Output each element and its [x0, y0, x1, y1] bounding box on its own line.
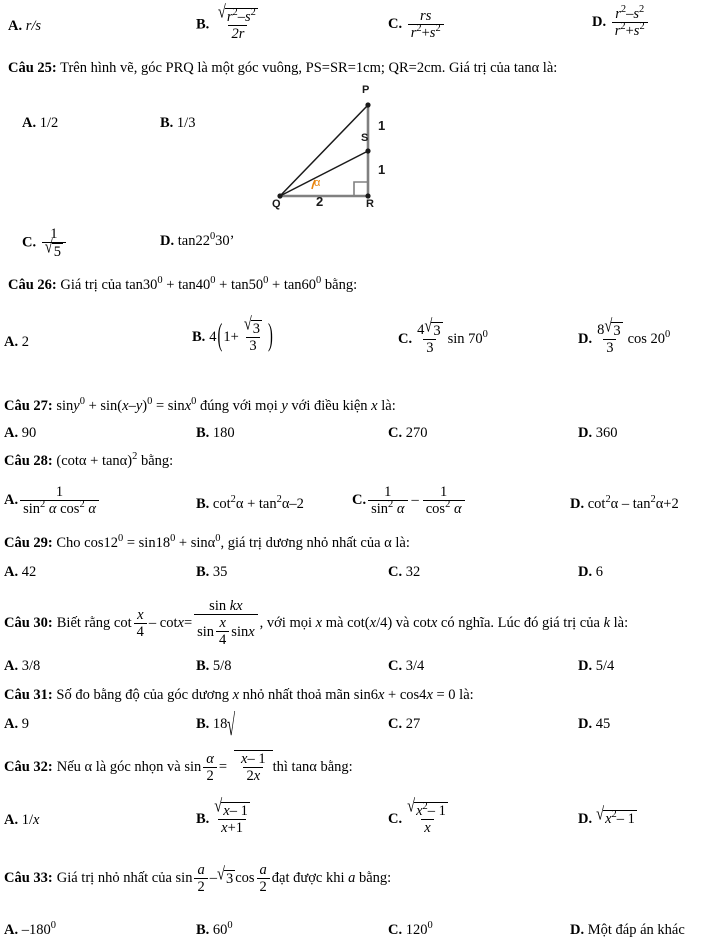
q25-option-b-text: 1/3	[176, 115, 196, 131]
q29-question	[4, 535, 704, 552]
q27-option-b-text: 180	[212, 425, 235, 441]
q30-option-d-letter: D.	[578, 658, 593, 674]
q28-option-b[interactable]	[196, 496, 304, 513]
q28-option-c-fraction-1	[368, 484, 407, 517]
q28-option-b-letter: B.	[196, 496, 210, 512]
q31-option-c-letter: C.	[388, 716, 403, 732]
q29-option-b-letter: B.	[196, 564, 210, 580]
sqrt-icon: √ x– 1	[214, 796, 248, 820]
q31-option-d[interactable]	[578, 716, 610, 733]
q24-option-b-denominator: 2r	[228, 25, 247, 42]
sqrt-icon: √ $\frac{x- 1}{2x}$	[227, 750, 273, 784]
q27-option-b[interactable]	[196, 425, 235, 442]
q28-option-c-den-1: $\sin^2 \alpha$	[368, 500, 407, 517]
q32-option-c-fraction	[404, 796, 451, 837]
q32-option-a-letter: A.	[4, 812, 19, 828]
q32-rad-num: x– 1	[241, 751, 266, 767]
q25-option-c-letter: C.	[22, 234, 37, 251]
q31-option-b-letter: B.	[196, 716, 210, 732]
q30-rhs-inner-den: 4	[216, 631, 229, 648]
q25-option-c-fraction	[42, 226, 66, 261]
q25-option-c[interactable]	[22, 226, 68, 261]
q29-option-d[interactable]	[578, 564, 603, 581]
q26-option-d-numerator: 8 √ 3	[597, 316, 621, 340]
angle-label-alpha: α	[314, 177, 321, 189]
paren-group	[217, 314, 274, 355]
q30-rhs-den: sin $\frac{x}{4}$ sin x	[194, 614, 258, 648]
q31-option-c-text: 27	[405, 716, 421, 732]
q24-option-a[interactable]	[8, 18, 41, 35]
q32-lhs-num: α	[206, 750, 214, 767]
q24-option-b-letter: B.	[196, 16, 210, 33]
q30-lhs-fraction	[134, 607, 147, 640]
q33-option-d[interactable]	[570, 922, 685, 939]
q33-f1-num: a	[197, 862, 205, 878]
q28-option-d-text: $\cot^2\alpha - \tan^2\alpha+2$	[587, 494, 679, 512]
q28-option-a-fraction	[20, 484, 99, 517]
q31-option-d-text: 45	[595, 716, 611, 732]
q32-option-a[interactable]	[4, 812, 39, 829]
q26-option-b[interactable]	[192, 314, 274, 355]
q30-number: Câu 30:	[4, 614, 53, 631]
q26-option-a-letter: A.	[4, 334, 19, 350]
q29-option-d-text: 6	[595, 564, 603, 580]
q33-option-d-text: Một đáp án khác	[587, 922, 685, 938]
q27-option-b-letter: B.	[196, 425, 210, 441]
vertex-label-S: S	[361, 132, 369, 144]
q26-option-b-numerator	[241, 314, 265, 338]
q33-option-b-letter: B.	[196, 922, 210, 938]
vertex-S-dot	[365, 148, 370, 153]
q24-option-b-numerator	[215, 2, 261, 26]
sqrt-icon: √ 3	[243, 314, 261, 338]
q33-option-c[interactable]	[388, 922, 433, 939]
q26-option-b-denominator: 3	[246, 337, 259, 354]
q33-option-a-text: $-180^0$	[21, 920, 56, 938]
q26-option-d-denominator: 3	[603, 339, 616, 356]
q25-option-a[interactable]	[22, 115, 58, 132]
q33-option-d-letter: D.	[570, 922, 585, 938]
q26-option-d-trailing: $\cos 20^0$	[627, 328, 671, 347]
q25-option-a-letter: A.	[22, 115, 37, 131]
q26-option-a-text: 2	[21, 334, 29, 350]
q24-option-b[interactable]	[196, 2, 263, 43]
q32-rad-den: 2x	[243, 767, 263, 784]
right-triangle-PQR-svg	[258, 86, 408, 211]
q26-option-d-fraction	[594, 316, 625, 357]
q26-number: Câu 26:	[8, 277, 57, 293]
q32-option-b-num	[211, 796, 253, 820]
q25-option-b[interactable]	[160, 115, 195, 132]
q29-text: Cho $\cos 12^0 = \sin 18^0 + \sin\alpha^0$, giá trị dương nhỏ nhất của α là:	[56, 533, 410, 551]
q29-option-c-letter: C.	[388, 564, 403, 580]
q32-option-b-letter: B.	[196, 810, 210, 827]
q28-option-c-minus: –	[411, 492, 419, 509]
q29-number: Câu 29:	[4, 535, 53, 551]
right-angle-marker	[354, 182, 368, 196]
q31-option-b[interactable]	[196, 716, 227, 733]
q28-option-a-denominator: $\sin^2 \alpha$ $\cos^2 \alpha$	[20, 500, 99, 517]
q25-option-d-letter: D.	[160, 233, 175, 249]
q28-option-b-text: $\cot^2\alpha + \tan^2\alpha-2$	[212, 494, 304, 512]
q24-option-d[interactable]	[592, 6, 650, 39]
q26-option-c-letter: C.	[398, 330, 413, 347]
q24-option-b-fraction	[215, 2, 261, 43]
q29-option-b[interactable]	[196, 564, 227, 581]
q30-option-a-letter: A.	[4, 658, 19, 674]
q27-number: Câu 27:	[4, 398, 53, 414]
q26-option-b-letter: B.	[192, 328, 206, 345]
q28-option-a-numerator: 1	[55, 484, 64, 500]
q27-option-d-letter: D.	[578, 425, 593, 441]
q27-option-c[interactable]	[388, 425, 427, 442]
q33-minus: –	[209, 870, 217, 887]
q33-option-c-text: $120^0$	[405, 920, 433, 938]
q31-option-a[interactable]	[4, 716, 29, 733]
q33-f1-den: 2	[194, 878, 207, 895]
q25-option-c-denominator	[42, 237, 66, 261]
q25-option-d-text: $\tan 22^030$’	[177, 231, 235, 249]
q32-option-d-letter: D.	[578, 810, 593, 827]
q24-option-c-letter: C.	[388, 16, 403, 33]
q29-option-b-text: 35	[212, 564, 228, 580]
q24-option-d-numerator: $r^2-s^2$	[615, 4, 645, 22]
q27-option-a[interactable]	[4, 425, 36, 442]
q24-option-d-fraction	[612, 6, 648, 39]
q29-option-a-text: 42	[21, 564, 37, 580]
sqrt-icon: √ 3	[424, 316, 441, 340]
q33-option-c-letter: C.	[388, 922, 403, 938]
q28-option-c-den-2: $\cos^2 \alpha$	[423, 500, 465, 517]
q24-option-c-fraction	[408, 8, 444, 41]
q26-option-c-numerator: 4 √ 3	[417, 316, 441, 340]
q30-lhs-num: x	[137, 606, 144, 623]
q30-option-c-letter: C.	[388, 658, 403, 674]
q24-option-c-numerator: rs	[420, 8, 432, 24]
sqrt-icon: √ 3	[216, 863, 234, 887]
q32-option-c-num	[404, 796, 451, 820]
q24-option-c[interactable]	[388, 8, 446, 41]
q24-option-c-denominator: $r^2+s^2$	[408, 24, 444, 41]
q30-text-tail: , với mọi x mà cot(x/4) và cotx có nghĩa. Lúc đó giá trị của k là:	[259, 614, 629, 631]
q30-var-x: x	[177, 614, 184, 631]
q31-question	[4, 687, 704, 704]
q27-option-a-text: 90	[21, 425, 37, 441]
q27-option-c-letter: C.	[388, 425, 403, 441]
q30-equals: =	[183, 614, 193, 631]
q26-option-b-fraction	[241, 314, 265, 355]
q28-text: $(\cot\alpha + \tan\alpha)^2$ bằng:	[56, 451, 174, 469]
q30-option-d[interactable]	[578, 658, 614, 675]
sqrt-icon: √ 3	[604, 316, 621, 340]
q32-lhs-den: 2	[203, 767, 216, 784]
q31-option-a-text: 9	[21, 716, 29, 732]
side-label-PS: 1	[378, 118, 386, 133]
q32-number: Câu 32:	[4, 758, 53, 775]
q24-option-a-text: r/s	[25, 18, 42, 34]
q25-option-c-numerator: 1	[50, 226, 58, 242]
q27-text: $\sin y^0 + \sin(x-y)^0 = \sin x^0$ đúng với mọi y với điều kiện x là:	[56, 396, 396, 414]
left-paren: (	[217, 318, 223, 354]
q33-number: Câu 33:	[4, 870, 53, 887]
q32-equals: =	[218, 758, 228, 775]
q32-option-c-letter: C.	[388, 810, 403, 827]
q26-option-b-coefficient: 4	[209, 328, 217, 345]
q29-option-a-letter: A.	[4, 564, 19, 580]
q25-option-b-letter: B.	[160, 115, 174, 131]
q29-option-c[interactable]	[388, 564, 420, 581]
q28-option-d[interactable]	[570, 496, 679, 513]
q30-option-a-text: 3/8	[21, 658, 41, 674]
q28-option-c-num-1: 1	[384, 484, 392, 500]
vertex-label-R: R	[366, 198, 374, 210]
q28-option-a[interactable]	[4, 484, 101, 517]
q28-option-d-letter: D.	[570, 496, 585, 512]
q26-option-c-fraction	[414, 316, 445, 357]
q30-option-b[interactable]	[196, 658, 231, 675]
q30-text-lead: Biết rằng cot	[56, 614, 132, 631]
q33-option-b[interactable]	[196, 922, 233, 939]
q31-option-c[interactable]	[388, 716, 420, 733]
q31-number: Câu 31:	[4, 687, 53, 703]
q26-option-d[interactable]	[578, 316, 671, 357]
q26-option-d-letter: D.	[578, 330, 593, 347]
q30-option-d-text: 5/4	[595, 658, 615, 674]
q30-lhs-den: 4	[134, 623, 147, 640]
q33-f2-den: 2	[257, 878, 270, 895]
q24-option-d-letter: D.	[592, 14, 607, 31]
q30-option-c-text: 3/4	[405, 658, 425, 674]
q32-text-tail: thì tanα bằng:	[272, 758, 353, 775]
q28-option-a-letter: A.	[4, 492, 19, 509]
q26-option-a[interactable]	[4, 334, 29, 351]
sqrt-icon: √ 5	[44, 237, 61, 261]
q29-option-a[interactable]	[4, 564, 36, 581]
q24-option-a-letter: A.	[8, 18, 23, 34]
q33-question	[4, 862, 716, 895]
q25-option-d[interactable]	[160, 233, 235, 250]
vertex-P-dot	[365, 102, 370, 107]
q30-minus: – cot	[148, 614, 178, 631]
q26-option-c-denominator: 3	[423, 339, 436, 356]
q33-f2-num: a	[259, 862, 267, 878]
q33-fraction-2	[257, 862, 270, 895]
q30-question	[4, 598, 716, 649]
q29-option-c-text: 32	[405, 564, 421, 580]
q32-option-a-text: 1/x	[21, 812, 40, 828]
q33-cos: cos	[235, 870, 255, 887]
q32-option-b-den: x+1	[218, 819, 246, 836]
q27-question	[4, 398, 704, 415]
q32-option-b[interactable]	[196, 796, 255, 837]
q26-option-c[interactable]	[398, 316, 488, 357]
q28-number: Câu 28:	[4, 453, 53, 469]
q31-option-b-text: 18	[212, 716, 228, 732]
q29-option-d-letter: D.	[578, 564, 593, 580]
q31-option-d-letter: D.	[578, 716, 593, 732]
side-label-SR: 1	[378, 162, 386, 177]
q33-text-lead: Giá trị nhỏ nhất của sin	[56, 870, 193, 887]
q30-option-c[interactable]	[388, 658, 424, 675]
sqrt-icon: √ $x^2-$ 1	[407, 796, 446, 820]
q32-option-b-fraction	[211, 796, 253, 837]
sqrt-icon: √ $x^2-$ 1	[596, 804, 635, 827]
q33-option-a[interactable]	[4, 922, 56, 939]
right-paren: )	[268, 318, 273, 354]
q32-option-d[interactable]	[578, 804, 637, 828]
q32-option-c-den: x	[421, 819, 433, 836]
q25-number: Câu 25:	[8, 60, 57, 76]
q28-option-c[interactable]	[352, 484, 467, 517]
q25-option-a-text: 1/2	[39, 115, 59, 131]
q24-option-d-denominator: $r^2+s^2$	[612, 22, 648, 39]
q32-text-lead: Nếu α là góc nhọn và sin	[56, 758, 202, 775]
q27-option-a-letter: A.	[4, 425, 19, 441]
vertex-label-P: P	[362, 84, 370, 96]
q28-option-c-fraction-2	[423, 484, 465, 517]
q30-option-b-letter: B.	[196, 658, 210, 674]
q26-option-c-trailing: $\sin 70^0$	[447, 328, 488, 347]
q28-option-c-letter: C.	[352, 492, 367, 509]
q33-option-a-letter: A.	[4, 922, 19, 938]
q32-rad-fraction	[238, 751, 269, 784]
q30-rhs-inner-num: x	[219, 615, 226, 632]
q30-rhs-inner-fraction	[216, 615, 229, 648]
q33-option-b-text: $60^0$	[212, 920, 233, 938]
q25-text: Trên hình vẽ, góc PRQ là một góc vuông, PS=SR=1cm; QR=2cm. Giá trị của tanα là:	[60, 60, 558, 76]
side-label-QR: 2	[316, 194, 324, 209]
q33-fraction-1	[194, 862, 207, 895]
q26-question	[8, 277, 708, 294]
q30-rhs-num: sin kx	[209, 598, 243, 614]
q31-option-a-letter: A.	[4, 716, 19, 732]
q30-option-b-text: 5/8	[212, 658, 232, 674]
q27-option-c-text: 270	[405, 425, 428, 441]
q27-option-d-text: 360	[595, 425, 618, 441]
q28-question	[4, 453, 704, 470]
q32-option-c[interactable]	[388, 796, 453, 837]
q30-option-a[interactable]	[4, 658, 40, 675]
vertex-label-Q: Q	[272, 198, 281, 210]
q27-option-d[interactable]	[578, 425, 617, 442]
q30-rhs-fraction	[194, 598, 258, 649]
q31-text: Số đo bằng độ của góc dương x nhỏ nhất thoả mãn sin6x + cos4x = 0 là:	[56, 687, 474, 703]
q25-figure	[258, 86, 408, 211]
q28-option-c-num-2: 1	[440, 484, 448, 500]
q26-option-b-one: 1+	[223, 328, 239, 345]
q25-question	[8, 60, 708, 77]
q26-text: Giá trị của $\tan 30^0 + \tan 40^0 + \tan 50^0 + \tan 60^0$ bằng:	[60, 275, 358, 293]
q32-lhs-fraction	[203, 751, 217, 784]
sqrt-icon: √ $r^2-s^2$	[217, 2, 256, 26]
q33-text-tail: đạt được khi a bằng:	[271, 870, 392, 887]
